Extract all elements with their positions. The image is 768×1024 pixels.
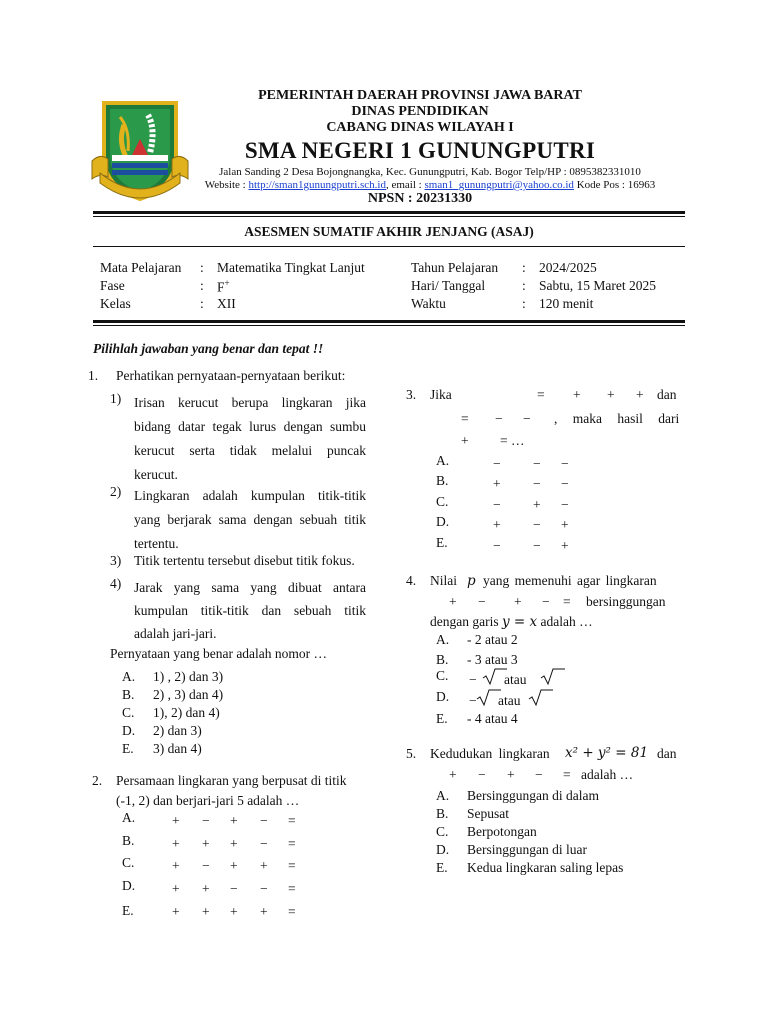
- meta-value-duration: 120 menit: [539, 296, 594, 311]
- math-operator: +: [202, 836, 210, 851]
- option[interactable]: [436, 805, 623, 823]
- math-operator: −: [533, 456, 541, 471]
- option-letter: D.: [122, 878, 136, 893]
- option-letter: D.: [436, 514, 450, 529]
- math-operator: −: [535, 767, 543, 782]
- meta-label-date: Hari/ Tanggal: [411, 278, 486, 293]
- email-link[interactable]: sman1_gunungputri@yahoo.co.id: [424, 179, 574, 191]
- math-operator: +: [607, 387, 615, 402]
- math-operator: −: [260, 836, 268, 851]
- q4-line3-prefix: dengan garis: [430, 614, 499, 629]
- q1-item-line: adalah jari-jari.: [134, 626, 217, 641]
- address-line: Jalan Sanding 2 Desa Bojongnangka, Kec. Gunungputri, Kab. Bogor Telp/HP : 0895382331010: [219, 166, 641, 178]
- option-text: atau: [504, 672, 527, 687]
- q5-line1-prefix: Kedudukan lingkaran: [430, 746, 550, 761]
- option[interactable]: [436, 859, 623, 877]
- option-text: 2) , 3) dan 4): [153, 687, 224, 702]
- q1-item-4: [134, 576, 366, 645]
- q2-option-e[interactable]: [122, 903, 134, 919]
- website-label: Website :: [204, 179, 249, 191]
- q3-line2-text: , maka hasil dari: [554, 411, 680, 426]
- q1-item-line: Irisan kerucut berupa lingkaran jika: [134, 395, 366, 410]
- q4-var-p: p: [467, 573, 476, 589]
- option[interactable]: [436, 630, 518, 650]
- q3-jika: Jika: [430, 387, 452, 402]
- q1-item-line: kerucut serta tidak melalui puncak: [134, 443, 366, 458]
- q4-number: 4.: [406, 573, 417, 588]
- q1-item-number: 1): [110, 391, 122, 406]
- option-text: Bersinggungan di dalam: [467, 788, 599, 803]
- option[interactable]: [436, 841, 623, 859]
- q2-option-d[interactable]: [122, 878, 135, 894]
- math-operator: +: [202, 881, 210, 896]
- meta-colon: :: [200, 296, 204, 311]
- option-letter: B.: [436, 806, 449, 821]
- meta-value-year: 2024/2025: [539, 260, 597, 275]
- q1-question: Pernyataan yang benar adalah nomor …: [110, 646, 328, 661]
- math-operator: +: [230, 858, 238, 873]
- math-operator: −: [493, 497, 501, 512]
- gov-line: PEMERINTAH DAERAH PROVINSI JAWA BARAT: [258, 88, 582, 103]
- postal-code: Kode Pos : 16963: [573, 179, 656, 191]
- q1-item-3: Titik tertentu tersebut disebut titik fokus.: [134, 553, 355, 568]
- q5-dan: dan: [657, 746, 677, 761]
- q4-option-c[interactable]: [436, 668, 527, 687]
- math-operator: +: [172, 858, 180, 873]
- option-letter: C.: [436, 824, 449, 839]
- option-text: 3) dan 4): [153, 741, 202, 756]
- math-operator: =: [288, 813, 296, 828]
- q4-option-e[interactable]: [436, 711, 518, 727]
- math-operator: +: [561, 517, 569, 532]
- option[interactable]: [122, 686, 223, 704]
- math-operator: =: [563, 594, 571, 609]
- q4-line1-text: yang memenuhi agar lingkaran: [483, 573, 657, 588]
- q1-options: [122, 668, 223, 758]
- option-letter: A.: [436, 632, 450, 647]
- option-letter: C.: [436, 668, 449, 683]
- q3-option-a[interactable]: [436, 453, 449, 469]
- math-operator: = …: [500, 433, 525, 448]
- header-divider-thin: [93, 216, 685, 217]
- q1-item-2: [134, 484, 366, 556]
- math-operator: −: [533, 517, 541, 532]
- meta-bottom-divider: [93, 320, 685, 323]
- contact-line: [160, 179, 700, 191]
- math-operator: −: [478, 767, 486, 782]
- minus-sign: −: [469, 672, 477, 687]
- q1-number: 1.: [88, 368, 99, 383]
- math-operator: −: [230, 881, 238, 896]
- option-text: Berpotongan: [467, 824, 537, 839]
- minus-sign: −: [469, 693, 477, 708]
- option-letter: E.: [122, 903, 134, 918]
- option-letter: B.: [122, 833, 135, 848]
- q1-item-line: Lingkaran adalah kumpulan titik-titik: [134, 488, 366, 503]
- math-operator: +: [230, 813, 238, 828]
- math-operator: −: [478, 594, 486, 609]
- q5-number: 5.: [406, 746, 417, 761]
- exam-title: ASESMEN SUMATIF AKHIR JENJANG (ASAJ): [244, 224, 534, 239]
- option-letter: D.: [122, 723, 136, 738]
- q3-option-e[interactable]: [436, 535, 448, 551]
- option-letter: C.: [436, 494, 449, 509]
- option-letter: B.: [122, 687, 135, 702]
- option[interactable]: [436, 650, 518, 670]
- school-name: SMA NEGERI 1 GUNUNGPUTRI: [244, 138, 596, 163]
- meta-value-subject: Matematika Tingkat Lanjut: [217, 260, 365, 275]
- option-text: - 3 atau 3: [467, 652, 518, 667]
- math-operator: −: [493, 456, 501, 471]
- math-operator: −: [202, 858, 210, 873]
- math-operator: +: [172, 813, 180, 828]
- math-operator: =: [563, 767, 571, 782]
- math-operator: +: [202, 904, 210, 919]
- math-operator: −: [542, 594, 550, 609]
- math-operator: +: [573, 387, 581, 402]
- option-text: - 4 atau 4: [467, 711, 518, 726]
- option[interactable]: [122, 704, 223, 722]
- meta-label-duration: Waktu: [411, 296, 446, 311]
- q5-line2-text: adalah …: [581, 767, 634, 782]
- math-operator: =: [537, 387, 545, 402]
- math-operator: +: [260, 904, 268, 919]
- dept-line: DINAS PENDIDIKAN: [351, 104, 489, 119]
- meta-value-phase: F+: [217, 278, 230, 295]
- q5-circle-equation: x² + y² = 81: [565, 745, 649, 761]
- option-text: atau: [498, 693, 521, 708]
- option-letter: B.: [436, 473, 449, 488]
- option-text: Sepusat: [467, 806, 509, 821]
- math-operator: +: [493, 476, 501, 491]
- sqrt-icon: [528, 689, 554, 707]
- meta-colon: :: [200, 260, 204, 275]
- q2-option-c[interactable]: [122, 855, 134, 871]
- math-operator: =: [461, 411, 469, 426]
- q1-item-line: kerucut.: [134, 467, 178, 482]
- q2-line2: (-1, 2) dan berjari-jari 5 adalah …: [116, 793, 300, 808]
- q1-item-line: kumpulan titik-titik dan sebuah titik: [134, 603, 366, 618]
- math-operator: +: [230, 836, 238, 851]
- q4-line2-text: bersinggungan: [586, 594, 666, 609]
- meta-label-phase: Fase: [100, 278, 125, 293]
- q2-option-a[interactable]: [122, 810, 135, 826]
- meta-colon: :: [200, 278, 204, 293]
- math-operator: =: [288, 904, 296, 919]
- math-operator: +: [561, 538, 569, 553]
- q4-nilai: Nilai: [430, 573, 457, 588]
- q4-option-d[interactable]: [436, 689, 521, 708]
- math-operator: =: [288, 836, 296, 851]
- meta-value-date: Sabtu, 15 Maret 2025: [539, 278, 656, 293]
- math-operator: +: [172, 904, 180, 919]
- math-operator: +: [449, 594, 457, 609]
- option-text: - 2 atau 2: [467, 632, 518, 647]
- math-operator: =: [288, 858, 296, 873]
- math-operator: −: [495, 411, 503, 426]
- instruction: Pilihlah jawaban yang benar dan tepat !!: [93, 341, 324, 356]
- q1-item-number: 3): [110, 553, 122, 568]
- q1-item-number: 2): [110, 484, 122, 499]
- option-letter: E.: [436, 711, 448, 726]
- math-operator: −: [260, 881, 268, 896]
- option-letter: C.: [122, 855, 135, 870]
- option[interactable]: [122, 668, 223, 686]
- option-letter: E.: [436, 535, 448, 550]
- math-operator: −: [533, 476, 541, 491]
- q4-line3: [430, 614, 593, 630]
- option[interactable]: [436, 787, 623, 805]
- option-text: 2) dan 3): [153, 723, 202, 738]
- math-operator: +: [636, 387, 644, 402]
- option[interactable]: [122, 722, 223, 740]
- option-text: 1), 2) dan 4): [153, 705, 220, 720]
- sqrt-icon: [540, 668, 566, 686]
- q3-number: 3.: [406, 387, 417, 402]
- branch-line: CABANG DINAS WILAYAH I: [326, 120, 514, 135]
- meta-colon: :: [522, 278, 526, 293]
- q3-dan: dan: [657, 387, 677, 402]
- math-operator: +: [172, 836, 180, 851]
- q1-item-line: bidang datar tegak lurus dengan sumbu: [134, 419, 366, 434]
- meta-colon: :: [522, 260, 526, 275]
- option-letter: B.: [436, 652, 449, 667]
- website-link[interactable]: http://sman1gunungputri.sch.id: [248, 179, 386, 191]
- math-operator: −: [533, 538, 541, 553]
- q2-option-b[interactable]: [122, 833, 134, 849]
- math-operator: −: [561, 456, 569, 471]
- option[interactable]: [122, 740, 223, 758]
- option-letter: A.: [436, 788, 450, 803]
- q4-options: [436, 630, 518, 670]
- q1-item-line: Jarak yang sama yang dibuat antara: [134, 580, 366, 595]
- q3-option-d[interactable]: [436, 514, 449, 530]
- option-letter: A.: [436, 453, 450, 468]
- q4-line-equation: y = x: [501, 614, 538, 630]
- q2-number: 2.: [92, 773, 103, 788]
- math-operator: −: [561, 497, 569, 512]
- q3-option-c[interactable]: [436, 494, 448, 510]
- q1-item-line: tertentu.: [134, 536, 179, 551]
- math-operator: +: [461, 433, 469, 448]
- meta-label-year: Tahun Pelajaran: [411, 260, 499, 275]
- math-operator: +: [507, 767, 515, 782]
- option-letter: A.: [122, 810, 136, 825]
- option-letter: A.: [122, 669, 136, 684]
- npsn: NPSN : 20231330: [367, 191, 473, 206]
- math-operator: +: [172, 881, 180, 896]
- q1-item-line: yang berjarak sama dengan sebuah titik: [134, 512, 366, 527]
- math-operator: +: [493, 517, 501, 532]
- math-operator: −: [561, 476, 569, 491]
- option-letter: D.: [436, 842, 450, 857]
- math-operator: −: [493, 538, 501, 553]
- math-operator: +: [514, 594, 522, 609]
- q4-line3-suffix: adalah …: [540, 614, 593, 629]
- math-operator: −: [202, 813, 210, 828]
- option-letter: E.: [436, 860, 448, 875]
- header-divider: [93, 211, 685, 214]
- meta-top-divider: [93, 246, 685, 247]
- math-operator: −: [523, 411, 531, 426]
- q1-item-1: [134, 391, 366, 487]
- math-operator: +: [533, 497, 541, 512]
- meta-value-class: XII: [217, 296, 236, 311]
- option-letter: C.: [122, 705, 135, 720]
- option-text: 1) , 2) dan 3): [153, 669, 224, 684]
- meta-label-class: Kelas: [100, 296, 131, 311]
- meta-colon: :: [522, 296, 526, 311]
- option-text: Bersinggungan di luar: [467, 842, 587, 857]
- email-label: , email :: [385, 179, 425, 191]
- q3-option-b[interactable]: [436, 473, 448, 489]
- option-letter: E.: [122, 741, 134, 756]
- math-operator: +: [230, 904, 238, 919]
- meta-bottom-divider-thin: [93, 325, 685, 326]
- option-letter: D.: [436, 689, 450, 704]
- q1-item-number: 4): [110, 576, 122, 591]
- math-operator: −: [260, 813, 268, 828]
- option[interactable]: [436, 823, 623, 841]
- option-text: Kedua lingkaran saling lepas: [467, 860, 624, 875]
- meta-label-subject: Mata Pelajaran: [100, 260, 182, 275]
- q5-options: [436, 787, 623, 877]
- math-operator: +: [260, 858, 268, 873]
- q1-stem: Perhatikan pernyataan-pernyataan berikut:: [116, 368, 346, 383]
- q2-line1: Persamaan lingkaran yang berpusat di titik: [116, 773, 347, 788]
- math-operator: =: [288, 881, 296, 896]
- math-operator: +: [449, 767, 457, 782]
